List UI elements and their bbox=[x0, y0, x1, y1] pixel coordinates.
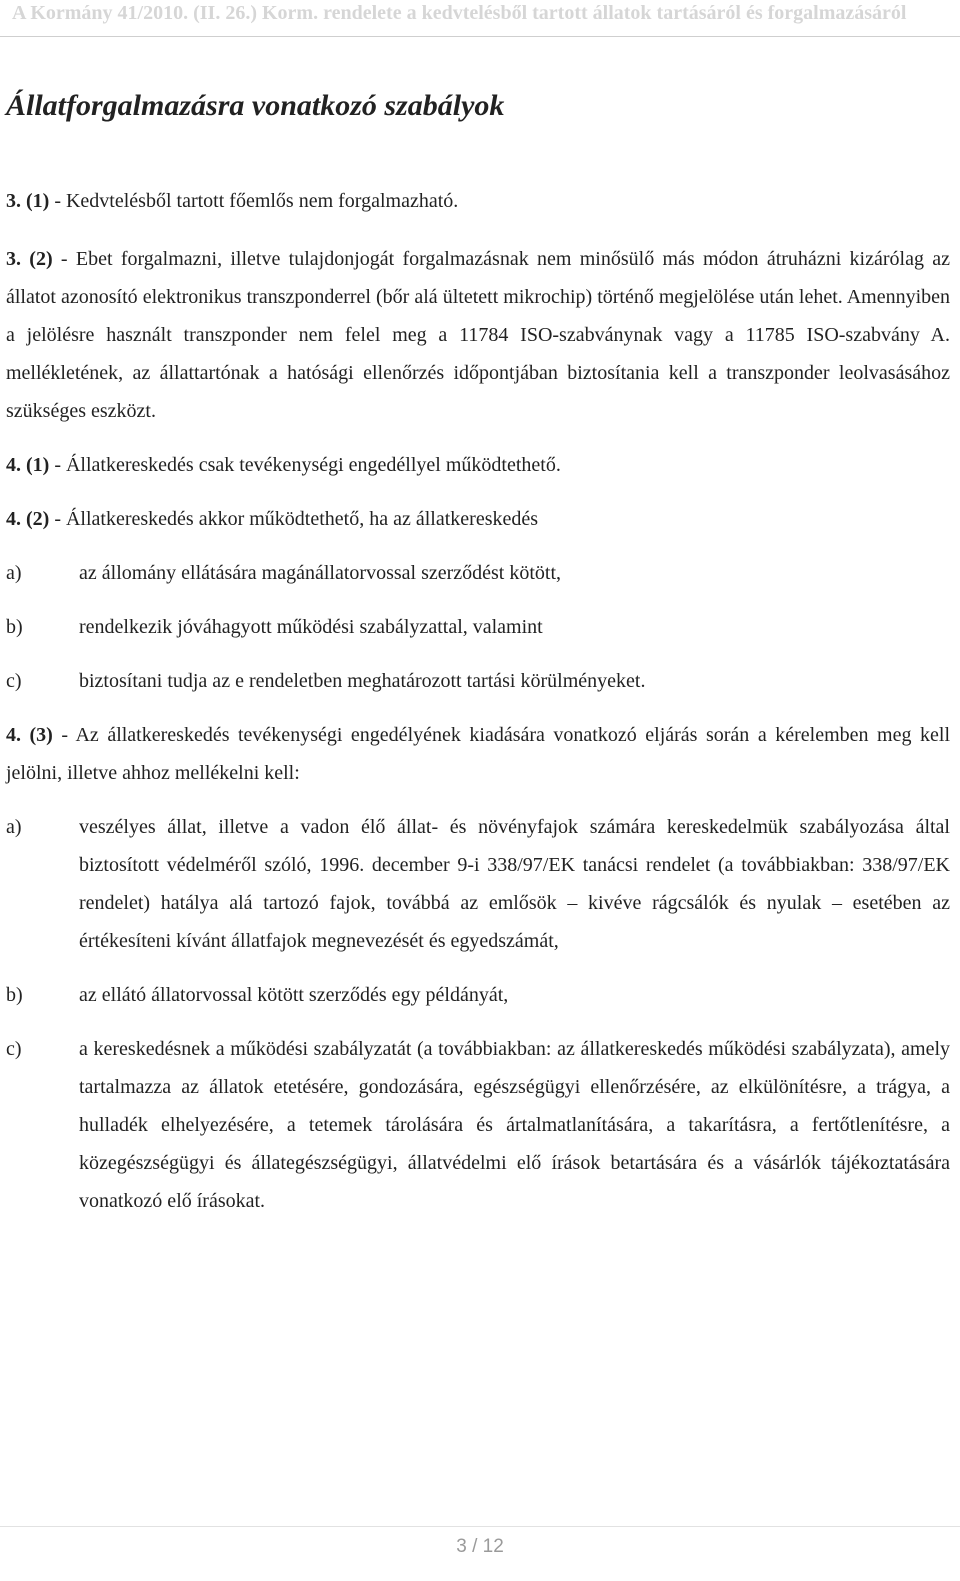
paragraph-4-1 bbox=[6, 446, 950, 484]
list-item bbox=[6, 608, 950, 646]
list-item-text: biztosítani tudja az e rendeletben meghatározott tartási körülményeket. bbox=[79, 670, 646, 692]
paragraph-ref: 4. (3) bbox=[6, 724, 53, 746]
paragraph-text: - Kedvtelésből tartott főemlős nem forgalmazható. bbox=[49, 190, 459, 212]
list-item bbox=[6, 554, 950, 592]
page-indicator: 3 / 12 bbox=[456, 1536, 504, 1557]
paragraph-ref: 4. (1) bbox=[6, 454, 50, 476]
list-marker: a) bbox=[6, 816, 22, 838]
list-marker: c) bbox=[6, 670, 22, 692]
running-header-title: A Kormány 41/2010. (II. 26.) Korm. rendelete a kedvtelésből tartott állatok tartásáról és forgalmazásáról bbox=[12, 2, 907, 24]
list-item-text: az ellátó állatorvossal kötött szerződés egy példányát, bbox=[79, 984, 509, 1006]
paragraph-ref: 3. (1) bbox=[6, 190, 50, 212]
paragraph-3-2 bbox=[6, 240, 950, 430]
paragraph-text: - Az állatkereskedés tevékenységi engedélyének kiadására vonatkozó eljárás során a kérelemben meg kell jelölni, illetve ahhoz mellékelni kell: bbox=[6, 724, 950, 784]
list-item bbox=[6, 662, 950, 700]
list-item-text: rendelkezik jóváhagyott működési szabályzattal, valamint bbox=[79, 616, 543, 638]
list-item bbox=[6, 976, 950, 1014]
list-marker: b) bbox=[6, 616, 23, 638]
paragraph-4-3 bbox=[6, 716, 950, 792]
paragraph-4-2 bbox=[6, 500, 950, 538]
document-body bbox=[6, 60, 950, 1220]
running-header bbox=[0, 0, 960, 37]
footer-divider bbox=[0, 1526, 960, 1527]
paragraph-ref: 3. (2) bbox=[6, 248, 53, 270]
requirements-list bbox=[6, 554, 950, 700]
list-item-text: a kereskedésnek a működési szabályzatát (a továbbiakban: az állatkereskedés működési szabályzata), amely tartalmazza az állatok etetésére, gondozására, egészségügyi ellenőrzésére, az elkülönítésre, a trágya, a hulladék elhelyezésére, a tetemek tárolására és ártalmatlanítására, a takarításra, a fertőtlenítésre, a közegészségügyi és állategészségügyi, állatvédelmi elő írások betartására és a vásárlók tájékoztatására vonatkozó elő írásokat. bbox=[79, 1038, 950, 1212]
paragraph-3-1 bbox=[6, 182, 950, 220]
application-attachments-list bbox=[6, 808, 950, 1220]
list-item-text: veszélyes állat, illetve a vadon élő állat- és növényfajok számára kereskedelmük szabályozása által biztosított védelméről szóló, 1996. december 9-i 338/97/EK tanácsi rendelet (a továbbiakban: 338/97/EK rendelet) hatálya alá tartozó fajok, továbbá az emlősök – kivéve rágcsálók és nyulak – esetében az értékesíteni kívánt állatfajok megnevezését és egyedszámát, bbox=[79, 816, 950, 952]
paragraph-ref: 4. (2) bbox=[6, 508, 50, 530]
list-item bbox=[6, 808, 950, 960]
paragraph-text: - Állatkereskedés akkor működtethető, ha az állatkereskedés bbox=[49, 508, 539, 530]
list-item-text: az állomány ellátására magánállatorvossal szerződést kötött, bbox=[79, 562, 562, 584]
list-marker: c) bbox=[6, 1038, 22, 1060]
section-title: Állatforgalmazásra vonatkozó szabályok bbox=[6, 89, 505, 122]
list-marker: b) bbox=[6, 984, 23, 1006]
list-item bbox=[6, 1030, 950, 1220]
list-marker: a) bbox=[6, 562, 22, 584]
paragraph-text: - Állatkereskedés csak tevékenységi engedéllyel működtethető. bbox=[49, 454, 561, 476]
paragraph-text: - Ebet forgalmazni, illetve tulajdonjogát forgalmazásnak nem minősülő más módon átruházni kizárólag az állatot azonosító elektronikus transzponderrel (bőr alá ültetett mikrochip) történő megjelölése után lehet. Amennyiben a jelölésre használt transzponder nem felel meg a 11784 ISO-szabványnak vagy a 11785 ISO-szabvány A. mellékletének, az állattartónak a hatósági ellenőrzés időpontjában biztosítania kell a transzponder leolvasásához szükséges eszközt. bbox=[6, 248, 950, 422]
